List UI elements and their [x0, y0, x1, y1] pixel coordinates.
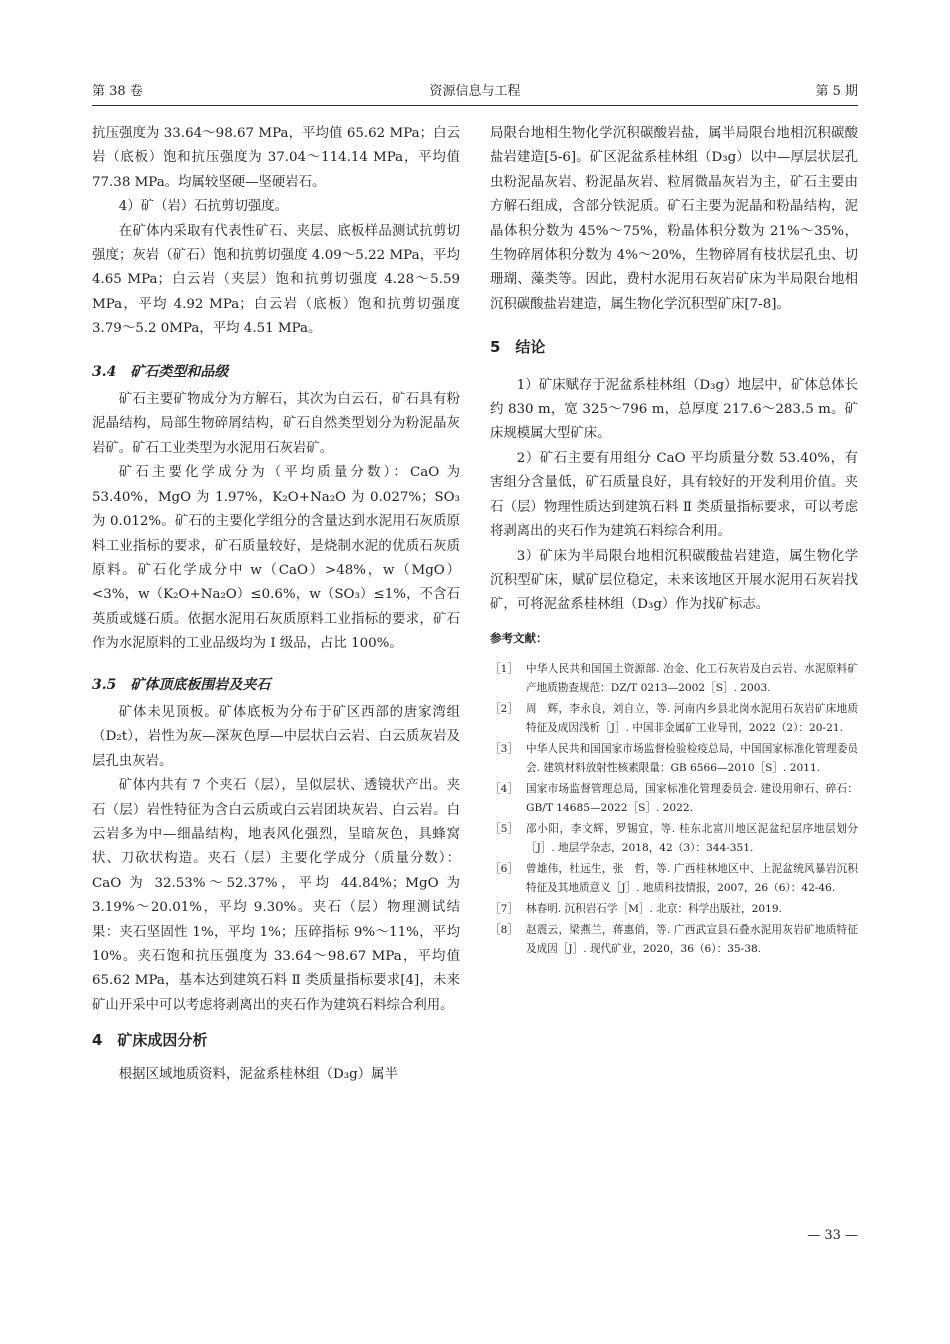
- right-column: [490, 122, 858, 961]
- paragraph-genesis-cont: 局限台地相生物化学沉积碳酸岩盐，属半局限台地相沉积碳酸盐岩建造[5-6]。矿区泥盆系桂林组（D₃g）以中—厚层状层孔虫粉泥晶灰岩、粉泥晶灰岩、粒屑微晶灰岩为主，矿石主要由方解石组成，含部分铁泥质。矿石主要为泥晶和粉晶结构，泥晶体积分数为 45%～75%，粉晶体积分数为 21%～35%，生物碎屑体积分数为 4%～20%，生物碎屑有枝状层孔虫、切珊瑚、藻类等。因此，费村水泥用石灰岩矿床为半局限台地相沉积碳酸盐岩建造，属生物化学沉积型矿床[7-8]。: [490, 126, 858, 312]
- reference-item: [490, 900, 858, 919]
- volume-label: 第 38 卷: [92, 84, 143, 99]
- reference-text: 曾雄伟，杜远生，张 哲，等. 广西桂林地区中、上泥盆统风暴岩沉积特征及其地质意义［J］. 地质科技情报，2007，26（6）：42-46.: [526, 863, 858, 895]
- paragraph-interlayer: 矿体内共有 7 个夹石（层），呈似层状、透镜状产出。夹石（层）岩性特征为含白云质或白云岩团块灰岩、白云岩。白云岩多为中—细晶结构，地表风化强烈，呈暗灰色，具蜂窝状、刀砍状构造。夹石（层）主要化学成分（质量分数）：CaO 为 32.53%～52.37%，平均 44.84%；MgO 为 3.19%～20.01%，平均 9.30%。夹石（层）物理测试结果：夹石坚固性 1%，平均 1%；压碎指标 9%～11%，平均 10%。夹石饱和抗压强度为 33.64～98.67 MPa，平均值 65.62 MPa，基本达到建筑石料 Ⅱ 类质量指标要求[4]，未来矿山开采中可以考虑将剥离出的夹石作为建筑石料综合利用。: [92, 778, 460, 1013]
- reference-number: ［4］: [490, 783, 518, 796]
- section-4-heading: 4 矿床成因分析: [92, 1031, 208, 1050]
- conclusion-1: 1）矿床赋存于泥盆系桂林组（D₃g）地层中，矿体总体长约 830 m，宽 325～796 m，总厚度 217.6～283.5 m。矿床规模属大型矿床。: [490, 377, 858, 442]
- reference-number: ［3］: [490, 743, 518, 756]
- reference-item: [490, 921, 858, 959]
- running-header: [92, 80, 858, 106]
- paragraph-shear-strength: 在矿体内采取有代表性矿石、夹层、底板样品测试抗剪切强度；灰岩（矿石）饱和抗剪切强度 4.09～5.22 MPa，平均 4.65 MPa；白云岩（夹层）饱和抗剪切强度 4.28～5.59 MPa，平均 4.92 MPa；白云岩（底板）饱和抗剪切强度 3.79～5.2 0MPa，平均 4.51 MPa。: [92, 223, 460, 337]
- reference-number: ［8］: [490, 924, 518, 937]
- reference-text: 中华人民共和国国土资源部. 冶金、化工石灰岩及白云岩、水泥原料矿产地质勘查规范：DZ/T 0213—2002［S］. 2003.: [526, 663, 858, 695]
- reference-number: ［7］: [490, 903, 518, 916]
- journal-title: 资源信息与工程: [429, 84, 521, 99]
- reference-item: [490, 700, 858, 738]
- reference-text: 邵小阳，李文辉，罗锡宜，等. 桂东北富川地区泥盆纪层序地层划分［J］. 地层学杂志，2018，42（3）：344-351.: [526, 823, 858, 855]
- reference-text: 国家市场监督管理总局，国家标准化管理委员会. 建设用卵石、碎石：GB/T 14685—2022［S］. 2022.: [526, 783, 858, 815]
- conclusion-2: 2）矿石主要有用组分 CaO 平均质量分数 53.40%，有害组分含量低，矿石质量良好，具有较好的开发利用价值。夹石（层）物理性质达到建筑石料 Ⅱ 类质量指标要求，可以考虑将剥离出的夹石作为建筑石料综合利用。: [490, 450, 858, 540]
- paragraph-ore-chemistry: 矿石主要化学成分为（平均质量分数）：CaO 为 53.40%，MgO 为 1.97%，K₂O+Na₂O 为 0.027%；SO₃ 为 0.012%。矿石的主要化学组分的含量达到水泥用石灰质原料工业指标的要求，矿石质量较好，是烧制水泥的优质石灰质原料。矿石化学成分中 w（CaO）>48%，w（MgO）<3%，w（K₂O+Na₂O）≤0.6%，w（SO₃）≤1%，不含石英质或燧石质。依据水泥用石灰质原料工业指标的要求，矿石作为水泥原料的工业品级均为 Ⅰ 级品，占比 100%。: [92, 465, 460, 652]
- reference-item: [490, 820, 858, 858]
- paragraph-compressive-strength: 抗压强度为 33.64～98.67 MPa，平均值 65.62 MPa；白云岩（底板）饱和抗压强度为 37.04～114.14 MPa，平均值 77.38 MPa。均属较坚硬—坚硬岩石。: [92, 126, 460, 190]
- page-number: — 33 —: [807, 1228, 858, 1243]
- left-column: [92, 122, 460, 1087]
- reference-number: ［6］: [490, 863, 518, 876]
- reference-number: ［1］: [490, 663, 518, 676]
- references-heading: 参考文献：: [490, 630, 548, 645]
- item-4-title: 4）矿（岩）石抗剪切强度。: [118, 199, 289, 215]
- reference-number: ［5］: [490, 823, 518, 836]
- issue-label: 第 5 期: [815, 84, 858, 99]
- conclusion-3: 3）矿床为半局限台地相沉积碳酸盐岩建造，属生物化学沉积型矿床，赋矿层位稳定，未来该地区开展水泥用石灰岩找矿，可将泥盆系桂林组（D₃g）作为找矿标志。: [490, 548, 858, 613]
- reference-item: [490, 860, 858, 898]
- reference-text: 林春明. 沉积岩石学［M］. 北京：科学出版社，2019.: [526, 903, 782, 916]
- reference-text: 赵震云，梁燕兰，蒋惠俏，等. 广西武宣县石叠水泥用灰岩矿地质特征及成因［J］. 现代矿业，2020，36（6）：35-38.: [526, 924, 858, 956]
- paragraph-wall-rock: 矿体未见顶板。矿体底板为分布于矿区西部的唐家湾组（D₂t），岩性为灰—深灰色厚—中层状白云岩、白云质灰岩及层孔虫灰岩。: [92, 704, 460, 769]
- reference-text: 中华人民共和国国家市场监督检验检疫总局，中国国家标准化管理委员会. 建筑材料放射性核素限量：GB 6566—2010［S］. 2011.: [526, 743, 858, 775]
- reference-item: [490, 660, 858, 698]
- section-3-5-heading: 3.5 矿体顶底板围岩及夹石: [92, 676, 271, 693]
- section-5-heading: 5 结论: [490, 338, 546, 357]
- section-3-4-heading: 3.4 矿石类型和品级: [92, 363, 229, 380]
- reference-item: [490, 780, 858, 818]
- reference-number: ［2］: [490, 703, 518, 716]
- paragraph-genesis-start: 根据区域地质资料，泥盆系桂林组（D₃g）属半: [118, 1066, 398, 1082]
- reference-item: [490, 740, 858, 778]
- reference-list: [490, 660, 858, 959]
- reference-text: 周 辉，李永良，刘自立，等. 河南内乡县北岗水泥用石灰岩矿床地质特征及成因浅析［J］. 中国非金属矿工业导刊，2022（2）：20-21.: [526, 703, 858, 735]
- paragraph-ore-type: 矿石主要矿物成分为方解石，其次为白云石，矿石具有粉泥晶结构，局部生物碎屑结构，矿石自然类型划分为粉泥晶灰岩矿。矿石工业类型为水泥用石灰岩矿。: [92, 392, 460, 456]
